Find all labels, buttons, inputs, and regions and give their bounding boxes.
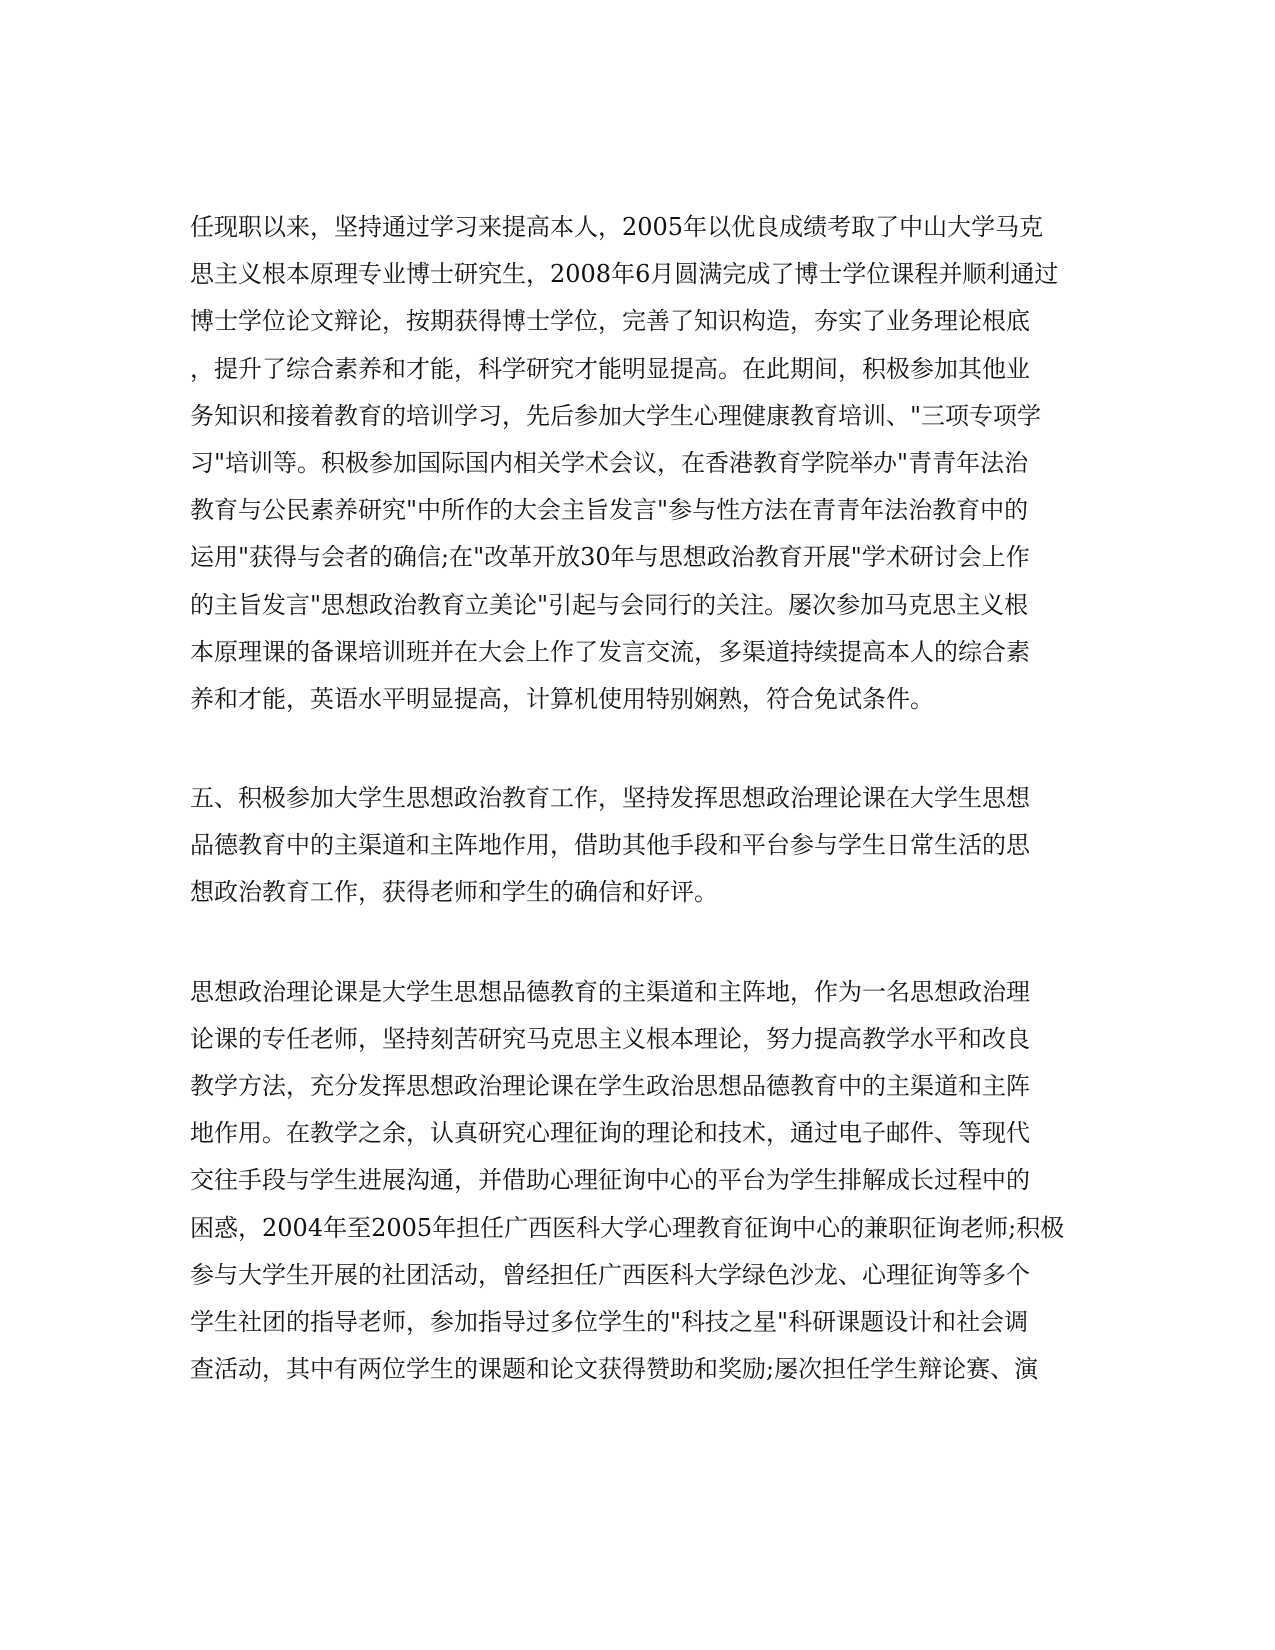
text-line: 交往手段与学生进展沟通，并借助心理征询中心的平台为学生排解成长过程中的 [190,1166,1030,1195]
text-line: 教学方法，充分发挥思想政治理论课在学生政治思想品德教育中的主渠道和主阵 [190,1072,1030,1100]
text-line: 学生社团的指导老师，参加指导过多位学生的"科技之星"科研课题设计和社会调 [190,1307,1029,1336]
text-line: 本原理课的备课培训班并在大会上作了发言交流，多渠道持续提高本人的综合素 [190,637,1030,666]
paragraph-spacer [190,917,1080,969]
text-line: 品德教育中的主渠道和主阵地作用，借助其他手段和平台参与学生日常生活的思 [190,831,1030,860]
text-line: 的主旨发言"思想政治教育立美论"引起与会同行的关注。屡次参加马克思主义根 [190,590,1029,619]
text-line: 论课的专任老师，坚持刻苦研究马克思主义根本理论，努力提高教学水平和改良 [190,1024,1030,1053]
text-line: 参与大学生开展的社团活动，曾经担任广西医科大学绿色沙龙、心理征询等多个 [190,1260,1030,1289]
text-line: 查活动，其中有两位学生的课题和论文获得赞助和奖励;屡次担任学生辩论赛、演 [190,1355,1039,1384]
text-line: 困惑，2004年至2005年担任广西医科大学心理教育征询中心的兼职征询老师;积极 [190,1213,1065,1242]
paragraph-study-achievements [190,204,1080,723]
paragraph-spacer [190,723,1080,775]
text-line: 养和才能，英语水平明显提高，计算机使用特别娴熟，符合免试条件。 [190,684,934,713]
document-body [190,204,1080,1393]
paragraph-section-five [190,775,1080,917]
text-line: 任现职以来，坚持通过学习来提高本人，2005年以优良成绩考取了中山大学马克 [190,213,1044,241]
text-line: 教育与公民素养研究"中所作的大会主旨发言"参与性方法在青青年法治教育中的 [190,496,1029,525]
text-line: ，提升了综合素养和才能，科学研究才能明显提高。在此期间，积极参加其他业 [190,354,1030,383]
paragraph-ideological-courses [190,969,1080,1394]
text-line: 运用"获得与会者的确信;在"改革开放30年与思想政治教育开展"学术研讨会上作 [190,543,1030,572]
text-line: 思想政治理论课是大学生思想品德教育的主渠道和主阵地，作为一名思想政治理 [190,977,1030,1006]
text-line: 地作用。在教学之余，认真研究心理征询的理论和技术，通过电子邮件、等现代 [190,1119,1030,1148]
text-line: 习"培训等。积极参加国际国内相关学术会议，在香港教育学院举办"青青年法治 [190,448,1029,477]
text-line: 博士学位论文辩论，按期获得博士学位，完善了知识构造，夯实了业务理论根底 [190,307,1030,336]
text-line: 五、积极参加大学生思想政治教育工作，坚持发挥思想政治理论课在大学生思想 [190,784,1030,813]
text-line: 务知识和接着教育的培训学习，先后参加大学生心理健康教育培训、"三项专项学 [190,401,1042,430]
text-line: 思主义根本原理专业博士研究生，2008年6月圆满完成了博士学位课程并顺利通过 [190,260,1059,289]
text-line: 想政治教育工作，获得老师和学生的确信和好评。 [190,878,718,907]
